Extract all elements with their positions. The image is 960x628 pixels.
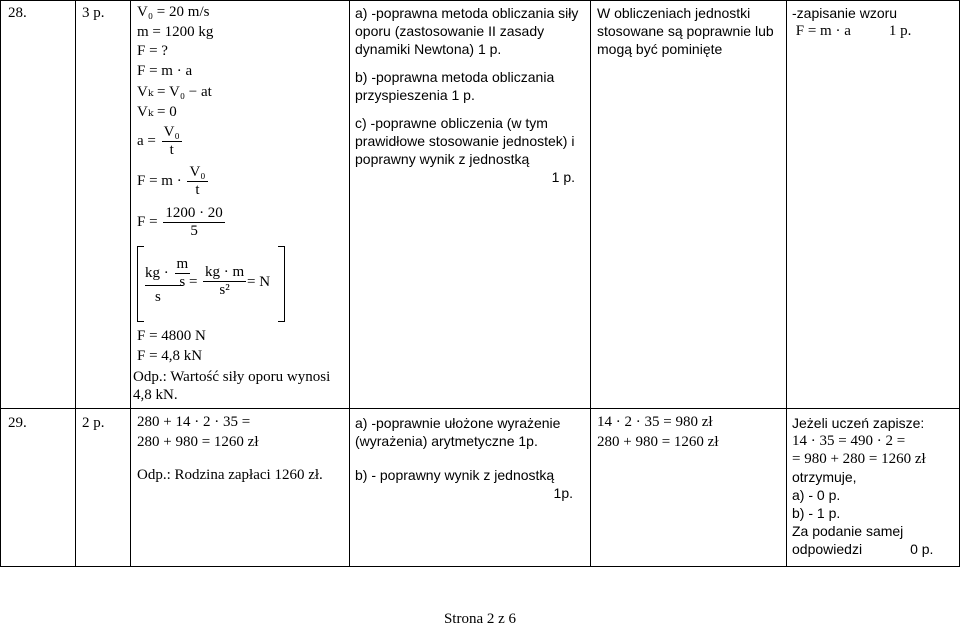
row-divider <box>0 408 960 409</box>
eq-v0: V₀ = 20 m/s <box>137 4 210 20</box>
task-number: 28. <box>8 5 27 21</box>
eq-lhs: F = <box>137 213 158 230</box>
eq-force-result-kn: F = 4,8 kN <box>137 348 203 364</box>
eq-lhs: a = <box>137 132 156 149</box>
criteria-28 <box>355 4 587 186</box>
remark-points: 1 p. <box>888 23 912 39</box>
remark-line: 14 · 35 = 490 · 2 = <box>792 433 906 449</box>
formula: F = m · a <box>795 23 851 39</box>
fraction: $\frac{\text{V₀}}{t}$ <box>163 124 180 158</box>
criterion-a: a) -poprawna metoda obliczania siły oporu (zastosowanie II zasady dynamiki Newtona) 1 p. <box>355 5 579 57</box>
remarks-28 <box>792 4 956 40</box>
eq-force-substituted <box>137 164 210 199</box>
remarks-29 <box>792 414 956 558</box>
eq-expression: 280 + 14 · 2 · 35 = <box>137 414 251 430</box>
criteria-29 <box>355 414 587 502</box>
eq-force-formula: F = m · a <box>137 63 193 79</box>
criterion-c-points: 1 p. <box>551 169 575 185</box>
notes-28: W obliczeniach jednostki stosowane są poprawnie lub mogą być pominięte <box>597 5 774 57</box>
remark-line: a) - 0 p. <box>792 487 841 503</box>
eq-mass: m = 1200 kg <box>137 24 214 40</box>
remark-line: Za podanie samej <box>792 523 904 539</box>
task-points: 2 p. <box>82 415 105 431</box>
col-border <box>590 0 591 567</box>
unit-check: kg · $\frac{m}{s}$ s = $\frac{kg \cdot m}{\text{s²}}$ = N <box>137 246 285 320</box>
remark-line: otrzymuje, <box>792 469 857 485</box>
note-line: 280 + 980 = 1260 zł <box>597 434 719 450</box>
remark-line: odpowiedzi 0 p. <box>792 541 934 557</box>
eq-lhs: F = m · <box>137 172 182 189</box>
task-points: 3 p. <box>82 5 105 21</box>
criterion-c: c) -poprawne obliczenia (w tym prawidłowe stosowanie jednostek) i poprawny wynik z jednostką <box>355 115 575 167</box>
col-border <box>0 0 1 567</box>
col-border <box>130 0 131 567</box>
remark-line: Jeżeli uczeń zapisze: <box>792 415 925 431</box>
eq-vk-zero: Vₖ = 0 <box>137 104 177 120</box>
table-top-border <box>0 0 960 1</box>
remark-line: -zapisanie wzoru <box>792 5 898 21</box>
criterion-b: b) -poprawna metoda obliczania przyspieszenia 1 p. <box>355 69 555 103</box>
eq-vk: Vₖ = V₀ − at <box>137 84 212 100</box>
answer-28: Odp.: Wartość siły oporu wynosi 4,8 kN. <box>133 369 331 403</box>
remark-line: = 980 + 280 = 1260 zł <box>792 451 926 467</box>
answer-29: Odp.: Rodzina zapłaci 1260 zł. <box>137 467 323 483</box>
fraction: $\frac{\text{V₀}}{t}$ <box>189 164 206 198</box>
eq-result: 280 + 980 = 1260 zł <box>137 434 259 450</box>
eq-force-numeric <box>137 205 227 240</box>
eq-force-unknown: F = ? <box>137 43 168 59</box>
note-line: 14 · 2 · 35 = 980 zł <box>597 414 713 430</box>
col-border <box>75 0 76 567</box>
criterion-b-points: 1p. <box>553 485 573 501</box>
col-border <box>349 0 350 567</box>
table-bottom-border <box>0 566 960 567</box>
page-footer: Strona 2 z 6 <box>443 611 517 627</box>
fraction: $\frac{1200 \cdot 20}{5}$ <box>165 205 223 239</box>
eq-force-result: F = 4800 N <box>137 328 206 344</box>
criterion-b: b) - poprawny wynik z jednostką <box>355 467 555 483</box>
criterion-a: a) -poprawnie ułożone wyrażenie (wyrażenia) arytmetyczne 1p. <box>355 415 561 449</box>
remark-line: b) - 1 p. <box>792 505 841 521</box>
col-border <box>786 0 787 567</box>
eq-acceleration <box>137 124 184 159</box>
task-number: 29. <box>8 415 27 431</box>
